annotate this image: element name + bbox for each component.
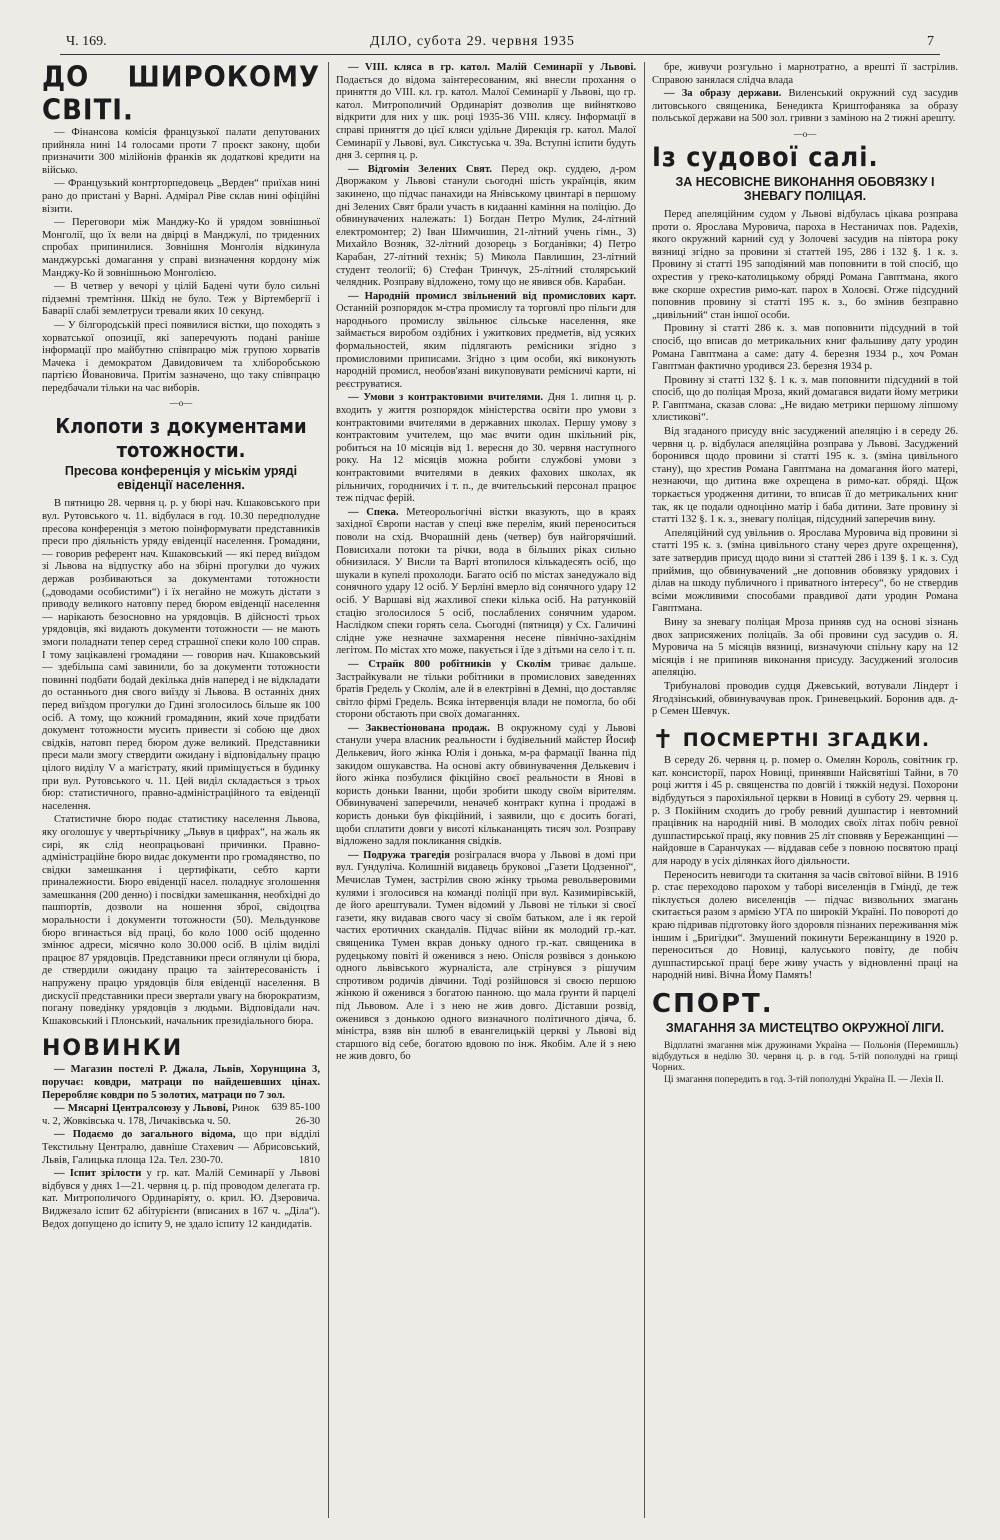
item-heading: — Народній промисл звільнений від промислових карт. bbox=[348, 290, 636, 302]
item-heading: — Страйк 800 робітників у Сколім bbox=[348, 658, 551, 670]
item-text: Останній розпорядок м-стра промислу та торговлі про пільги для народнього промислу звільнює сільське населення, яке займається виробом оздібних і ужиткових предметів, від усяких формальностей, яким підлягають ремісники згідно з промисловими приписами. Згідно з цим особи, які виконують народній промисл, необов'язані викуповувати ремісничі карти, ні реєструватися. bbox=[336, 303, 636, 390]
article-body-documents bbox=[42, 498, 320, 1028]
court-paragraph: Провину зі статті 286 к. з. мав поповнити підсудний в той спосіб, що вписав до метрикальних книг фальшиву дату уродин Романа Гавптмана а саме: дату 4. березня 1934 р., хоч Роман Гавптман фактично уродився 23. березня 1934 р. bbox=[652, 323, 958, 373]
news-items-list bbox=[336, 62, 636, 1064]
news-item bbox=[336, 164, 636, 290]
column-3 bbox=[652, 62, 958, 1518]
item-text: розігралася вчора у Львові в домі при вул. Гундуліча. Колишній видавець бруковоі „Газети Цодзенної“, Мечислав Тумен, застрілив свою жінку трьома револьверовими кулями і зголосився на команді поліції при вул. Казимирівській, де його арештували. Тумен відомий у Львові не тільки зі своєї газети, яку видавав свого часу зі своїм батьком, але і як герой частих еротичних скандалів. Підчас війни як молодий гр.-кат. священика Тумен вкрав доньку одного гр.-кат. священика в рудецькому повіті й оженився з нею. Опісля розвівся з донькою одного львівського журналіста, але стрінувся з рішучим спротивом родичів дівчини. Тоді розійшовся зі своєю першою жінкою й оженився з богатою панною. що мала ґрунти й парцелі під Львовом. Але і з нею не жив довго. Діставши розвід, оженився з донькою одного визначного політичного діяча, б. міністра, взяв він шлюб в евангелицькій церкві у Львові від старшого від себе, богатою вдовою по інж. Якобім. Але й з нею не жив довго, бо bbox=[336, 849, 636, 1063]
news-item bbox=[336, 62, 636, 163]
item-text: В окружному суді у Львові станули учера власник реальности і будівельний майстер Йосиф Делькевич, його жінка Юлія і донька, м-ра фармації Іванна під закидом ошукавства. На основі акту обвинувачення Делькевич і його жінка позбулися фікційно своєї реальности в Янові в користь доньки Іванни, щоби зробити шкоду своїм вірителям. Обвинувачені заперечили, неначеб контракт купна і продажі в користь доньки був фікційний, і заявили, що є досить богаті, щоби сплатити довги у висоті кількананцять тисяч зол. Розправу відложено задля покликання свідків. bbox=[336, 722, 636, 848]
sport-subtitle: ЗМАГАННЯ ЗА МИСТЕЦТВО ОКРУЖНОЇ ЛІГИ. bbox=[665, 1020, 945, 1035]
page-header bbox=[60, 32, 940, 55]
news-item bbox=[652, 88, 958, 126]
sport-body bbox=[652, 1041, 958, 1086]
item-code: 639 85-100 bbox=[271, 1102, 320, 1114]
section-title-novynky: НОВИНКИ bbox=[42, 1036, 184, 1062]
novynky-item bbox=[42, 1129, 320, 1167]
section-title-sport: СПОРТ. bbox=[652, 988, 774, 1019]
item-heading: — Відгомін Зелених Свят. bbox=[348, 163, 492, 175]
item-text: Виленський окружний суд засудив литовського священика, Бенедикта Криштофаняка за образу польської держави на 500 зол. гривни з заміною на 2 тижні арешту. bbox=[652, 88, 958, 125]
item-text: що при відділі Текстильну Централю, давніше Стахевич — Абрисовський, Львів, Галицька площа 12а. Тел. 230-70. bbox=[42, 1129, 320, 1166]
news-paragraph: — У білгородській пресі появилися вістки, що походять з хорватської опозиції, які заперечують подані раніше інформації про майбутню співпрацю між групою хорватів Мачека і демократом Давидовичем та хліборобською партією Йовановича. Притім зазначено, що таку співпрацю передбачали тільки на час виборів. bbox=[42, 319, 320, 394]
item-text: Подається до відома заінтересованим, які внесли прохання о приняття до VIII. кл. гр. катол. Малої Семинарії у Львові, що гр. катол. Митрополичий Ординаріят дозволив ще вийнятково відкрити для них у шк. році 1935-36 VIII. клясу. Інформації в справі приняття до цієї кляси удільне Дирекція гр. катол. Малої Семинарії у Львові, вул. Сикстуська ч. 39а. Вступні іспити будуть дня 3. серпня ц. р. bbox=[336, 74, 636, 162]
column-divider bbox=[328, 62, 329, 1518]
sport-paragraph: Ці змагання попередить в год. 3-тій пополудні Україна II. — Лехія II. bbox=[664, 1074, 944, 1085]
separator: —o— bbox=[793, 128, 817, 139]
obituary-header bbox=[652, 727, 958, 754]
article-paragraph: Статистичне бюро подає статистику населення Львова, яку оголошує у чвертьрічнику „Львув в цифрах“, на жаль як сирі, як слід неопрацьовані причинки. Правно-адміністраційне бюро видає документи про громадянство, по свідки замешкання і цертифікати, себто карти приналежности. Бюро евіденції насел. поладнує зголошення замешкання (200 денно) і посвідки замешкання, необхідні до пашпортів, дозволи на ношення зброї, свідоцтва моральности і документи тотожности (50). Мельдункове бюро вгинається від праці, бо коло 1000 осіб щоденно змінює адреси, місячно коло 30.000 осіб. В цілім виділі працює 87 урядовців. Представники преси оглянули ці бюра, де ствердили ожидану працю та заінтересованість і напружену працю урядовців біля евіденції населення. В дискусії представники преси звертали увагу на бюрократизм, погану поведінку урядовців з людьми. Відповідали нач. Кшаковський і Плонський, начальник президіального бюра. bbox=[42, 814, 320, 1027]
item-heading: — Магазин постелі Р. Джала, Львів, Хорунщина 3, поручає: ковдри, матраци по найдешевших цінах. Переробляє ковдри по 5 золотих, матраци по 7 зол. bbox=[42, 1064, 320, 1101]
item-code: 26-30 bbox=[295, 1115, 320, 1127]
masthead-date: ДІЛО, субота 29. червня 1935 bbox=[370, 34, 575, 49]
item-code: 1810 bbox=[298, 1154, 320, 1166]
item-text: у гр. кат. Малій Семинарії у Львові відбувся у днях 1—21. червня ц. р. під проводом делегата гр. кат. Митрополичого Ординаріяту, о. крил. Ю. Дзеровича. Виджезало іспит 62 абітурієнти (вписаних в 167 ч. „Діла“). Ведох допущено до іспиту 9, не здало іспиту 12 кандидатів. bbox=[42, 1168, 320, 1230]
item-heading: — Подаємо до загального відома, bbox=[54, 1129, 236, 1141]
article-paragraph: В пятницю 28. червня ц. р. у бюрі нач. Кшаковського при вул. Рутовського ч. 11. відбулася в год. 10.30 передполудне пресова конференція з метою поінформувати представників преси про діяльність уряду евіденції населення. Громадяни, — говорив референт нач. Кшаковський — які перед виїздом зі Львова на відпустку або на збірні прогулки до чужих держав розбиваються за документами тотожности („доводами особистими“) і їх негайно не можуть дістати з приводу великого натовпу перед бюром евіденції населення — нарікають безосновно на урядовців. В дійсності трьох урядовців, які видають документи тотожности — не мають змоги поладнати тепер серед страшної спеки коло 100 справ. І тому зацікавлені громадяни — говорив нач. Кшаковський — здебільша самі завинили, бо за документи тотожности повинні подбати бодай декілька днів наперед і не відкладати до останнього дня свого виїзду зі Львова. В останніх днях перед виїздом прогулки до Гдині зголосилось більше як 100 осіб. А тому, що кожний громадянин, який хоче придбати документ тотожности мусить привести зі собою ще двох свідків, натовп перед бюром дуже великий. Представники преси мали змогу ствердити ожидану і відповідальну працю цілого виділу V а магістрату, який приміщується в будинку при вул. Рутовського ч. 11. Цей виділ складається з трьох бюр: статистичного, правно-адміністраційного та евіденції населення. bbox=[42, 498, 320, 812]
page-number: 7 bbox=[927, 34, 934, 49]
court-article-body bbox=[652, 209, 958, 719]
novynky-item bbox=[42, 1168, 320, 1231]
article-title-documents: Клопоти з документами тотожности. bbox=[55, 414, 307, 463]
news-item bbox=[336, 850, 636, 1064]
section-title-court: Із судової салі. bbox=[652, 141, 879, 173]
item-heading: — Заквестіонована продаж. bbox=[348, 722, 490, 734]
news-paragraph: — Фінансова комісія французької палати депутованих прийняла нині 14 голосами проти 7 проєкт закону, щоби призначити 300 мілійонів франків як додаткові кредити на військо. bbox=[42, 127, 320, 176]
news-item: бре, живучи розгульно і марнотратно, а врешті її застрілив. Справою занялася слідча влада bbox=[652, 62, 958, 86]
news-item bbox=[336, 723, 636, 849]
news-paragraph: — Переговори між Манджу-Ко й урядом зовнішньої Монголії, що їх вели на двірці в Манджулі, по триденних спробах припинилися. Зовнішня Монголія відкинула манджурські домагання у справі визначення кордону між Манджу-Ко й зовнішньою Монголією. bbox=[42, 217, 320, 279]
item-heading: — Спека. bbox=[348, 506, 399, 518]
issue-number: Ч. 169. bbox=[66, 34, 107, 49]
item-heading: — Мясарні Централсоюзу у Львові, bbox=[54, 1103, 229, 1115]
column-1 bbox=[42, 62, 320, 1518]
court-paragraph: Перед апеляційним судом у Львові відбулась цікава розправа проти о. Ярослава Муровича, пароха в Нестаничах пов. Радехів, якого окружний карний суд у Золочеві засудив на півтора року вязниці згідно за провини зі статтей 195, 286 і 132 §. 1 к. з. Провину зі статті 195 заподіяний мав поповнити в той спосіб, що охрестив у греко-католицькому обряді Романа Гавптмана, якого вже скорше охрестив римо-кат. парох в Холоєві. Отже підсудний поповнив провину зі статті 195 к. з., бо змінив безправно „цивільний“ стан іншої особи. bbox=[652, 208, 958, 321]
obituary-paragraph: Переносить невигоди та скитання за часів світової війни. В 1916 р. стає переходово парохом у таборі виселенців в Гміндї, де теж піклується долею виселенців — підчас визвольних змагань скитається разом з армією УГА по широкій Україні. По повороті до краю підривав підготовку його здоровля пізнаних переживання між іншим і „Бригідки“. Змушений покинути Бережанщину в 1920 р. переноситься до Новиці, калуського повіту, де побіч душпастирської праці бере живу участь у відновленні праці на народній ниві. Вічна Йому Память! bbox=[652, 869, 958, 982]
item-text: триває дальше. Застрайкували не тільки робітники в промислових заведеннях братів Гредель у Сколім, але й в електрівні в Демні, що доставляє світло фірмі Гредель. Всяка інтервенція влади не помогла, бо обі сторони обстають при своїх домаганнях. bbox=[336, 658, 636, 721]
news-item bbox=[336, 507, 636, 658]
court-paragraph: Апеляційний суд увільнив о. Ярослава Муровича від провини зі статті 195 к. з. (зміна цивільного стану через друге охрещення), зате затвердив присуд щодо вини зі статтей 286 і 139 §. 1 к. з. Суд приймив, що обвинувачений „не доповнив обовязку урядових і ділав на шкоду публичного і приватного інтересу“, бо не ствердив всіми можливими способами правдивої дати уродин Романа Гавптмана. bbox=[652, 527, 958, 615]
court-paragraph: Провину зі статті 132 §. 1 к. з. мав поповнити підсудний в той спосіб, що до поліцая Мроза, який домагався видати йому метрики Р. Гавптмана, сказав слова: „Не видаю метрики першому ліпшому хлистикові“. bbox=[652, 374, 958, 424]
item-text: Перед окр. суддею, д-ром Дворжаком у Львові станули сьогодні шість українців, яким закинено, що підчас панахиди на Янівському цвинтарі в першому дні Зелених Свят брали участь в кидаанні каміння на поліцію. До обвинувачених належать: 1) Богдан Петро Мулик, 24-літний електромонтер; 2) Іван Шимчишин, 21-літний учень гімн., 3) Михайло Возняк, 32-літний дозорець з Богданівки; 4) Петро Карабан, 27-літний технік; 5) Микола Павлишин, 23-літний студент теології; 6) Стефан Тринчук, 25-літний столярський челядник. Розправу відложено, тому що не явився обв. Карабан. bbox=[336, 163, 636, 289]
continued-items bbox=[652, 62, 958, 126]
world-news-list bbox=[42, 127, 320, 395]
news-paragraph: — В четвер у вечорі у цілій Бадені чути було сильні підземні тремтіння. Шкід не було. Теж у Віртембергії і Баварії слабі землетруси тревали яких 10 секунд. bbox=[42, 281, 320, 318]
item-text: Метеорольогічні вістки вказують, що в краях західної Європи настав у спеці вже перелім, який переноситься поволи на схід. Вчорашній день (четвер) був найгорячіший. Повисихали потоки та річки, вода в більших ріках сильно обнизилася. У Висли та Варті втопилося кількадесять осіб, що шукали в купелі прохолоди. Багато осіб по містах занедужало від сонячного удару 12 осіб. У Берліні вмерло від сонячного удару 12 осіб. У Варшаві від жахливої спеки кілька осіб. На ратунковій стацію зголосилося 5 осіб, послаблених сонячним ударом. Наслідком спеки горять села. Сьогодні (пятниця) у Сх. Галичині слідне уже незначне захмарення несене північно-західнім легітом. По містах хто може, пакується і їде з дітьми на село і т. п. bbox=[336, 506, 636, 657]
section-title-obituary: ПОСМЕРТНІ ЗГАДКИ. bbox=[682, 728, 931, 751]
court-paragraph: Вину за зневагу поліцая Мроза приняв суд на основі зізнань двох заприсяжених поліцаїв. За обі провини суд засудив о. Я. Муровича на 5 місяців вязниці, визначуючи спільну кару на 12 місяців і не припиняв виконання присуду. Засуджений зголосив апеляцію. bbox=[652, 616, 958, 679]
sport-paragraph: Відплатні змагання між дружинами Україна — Польонія (Перемишль) відбудуться в неділю 30. червня ц. р. в год. 5-тій пополудні на грищі Чорних. bbox=[652, 1040, 958, 1073]
court-article-subtitle: ЗА НЕСОВІСНЕ ВИКОНАННЯ ОБОВЯЗКУ І ЗНЕВАГУ ПОЛІЦАЯ. bbox=[675, 174, 935, 203]
obituary-paragraph: В середу 26. червня ц. р. помер о. Омелян Король, совітник гр. кат. консисторії, парох Новиці, принявши Найсвятіші Тайни, в 70 році життя і 45 р. священства по довгій і тяжкій недузі. Похорони відбудуться з парохіяльної церкви в Новиці в суботу 29. червня ц. р. З Покійним сходить до гробу ревний душпастир і невтомний працівник на народній ниві. В молодих своїх літах побіч ревної душпастирської праці, яку повнив 25 літ споввяв у Бережанщині — найдовше в Саранчуках — віддавав себе з повною посвятою праці для народу в усіх ділянках його діяльности. bbox=[652, 755, 958, 867]
court-paragraph: Трибуналові проводив судця Джевський, вотували Ліндерт і Ягодзінський, обвинувачував прок. Гриневецький. Боронив адв. д-р Семен Шевчук. bbox=[652, 680, 958, 718]
item-heading: — За образу держави. bbox=[664, 88, 782, 100]
cross-icon: ✝ bbox=[652, 725, 675, 756]
news-paragraph: — Французький контрторпедовець „Верден“ приїхав нині рано до пристані у Варні. Адмірал Ріве склав нині офіційні візити. bbox=[42, 178, 320, 215]
article-subtitle-documents: Пресова конференція у міськім уряді евіденції населення. bbox=[64, 464, 298, 493]
novynky-list bbox=[42, 1064, 320, 1231]
column-divider bbox=[644, 62, 645, 1518]
item-heading: — Подружа трагедія bbox=[348, 849, 450, 861]
obituary-body bbox=[652, 755, 958, 983]
item-heading: — Іспит зрілости bbox=[54, 1168, 142, 1180]
section-title-world: ДО ШИРОКОМУ СВІТІ. bbox=[42, 62, 320, 127]
court-paragraph: Від згаданого присуду вніс засуджений апеляцію і в середу 26. червня ц. р. відбулася апеляційна розправа у Львові. Засуджений боронився щодо провини зі статті 195 к. з. (зміна цивільного стану), що хрестив Романа Гавптмана на домагання його матері, незнаючи, що дитина вже охрещена в римо-кат. обряді. Щож торкається уродження дитини, то вписав її до метрикальних книг так, як це подали одноцінно матір і баба дитини. Зате провину зі статті 132 §. 1 к. з., зневагу поліцая, підсудний заперечив вину. bbox=[652, 426, 958, 526]
item-text: Ринок ч. 2, Жовківська ч. 178, Личаківська ч. 50. bbox=[42, 1103, 260, 1127]
item-heading: — Умови з контрактовими вчителями. bbox=[348, 392, 543, 404]
item-text: Дня 1. липня ц. р. входить у життя розпорядок міністерства освіти про умови з контрактовими вчителями в державних школах. Першу умову з контрактовим учителем, що має вчити один шкільний рік, робиться на 10 місяців від 1. вересня до 30. червня наступного року. На 12 місяців можна робити службові умови з контрактовими вчителями в деяких фахових школах, як рільничих, городничих і т. п., де вчительський персонал працює теж підчас ферій. bbox=[336, 392, 636, 505]
news-item bbox=[336, 659, 636, 722]
column-2 bbox=[336, 62, 636, 1518]
news-item bbox=[336, 291, 636, 392]
separator: —o— bbox=[169, 398, 193, 409]
news-item bbox=[336, 392, 636, 505]
item-heading: — VIII. кляса в гр. катол. Малій Семинарії у Львові. bbox=[348, 62, 636, 73]
